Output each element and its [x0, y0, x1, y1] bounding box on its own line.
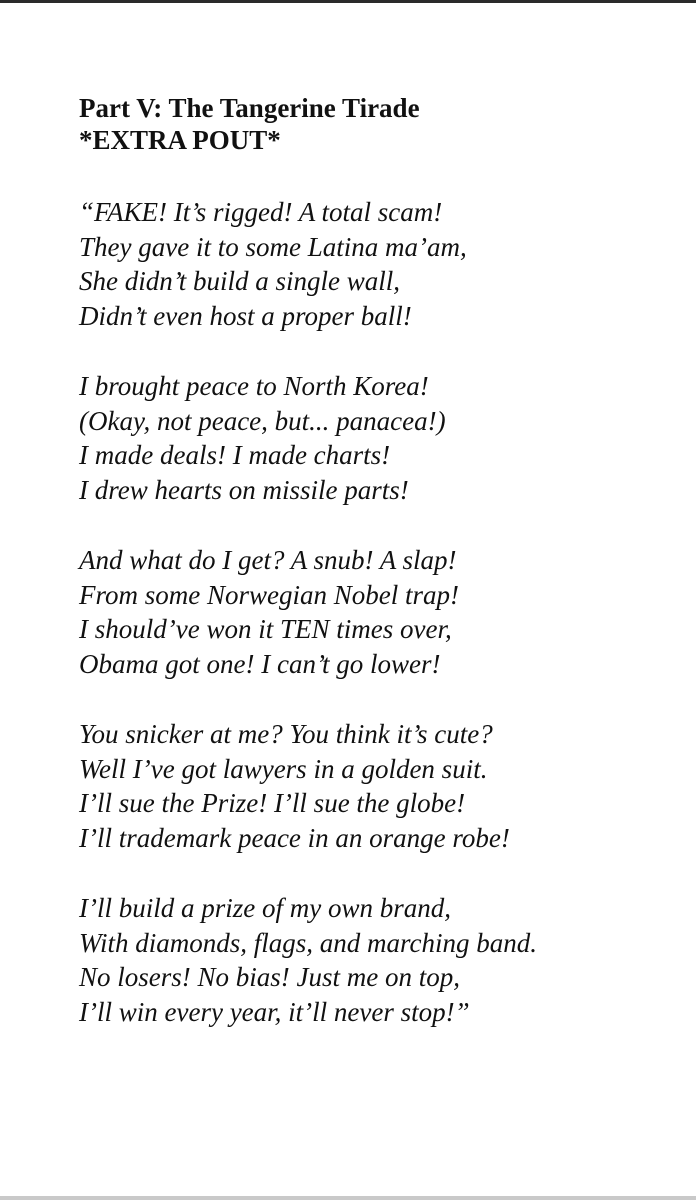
poem-line: With diamonds, flags, and marching band.	[79, 927, 538, 958]
stanza-5	[79, 891, 679, 1029]
poem-line: They gave it to some Latina ma’am,	[79, 231, 467, 262]
poem-line: I’ll win every year, it’ll never stop!”	[79, 996, 470, 1027]
top-divider	[0, 0, 696, 3]
poem-line: Well I’ve got lawyers in a golden suit.	[79, 753, 488, 784]
document-page	[79, 92, 679, 1065]
stanza-4	[79, 717, 679, 855]
stanza-2	[79, 369, 679, 507]
poem-line: I made deals! I made charts!	[79, 440, 391, 470]
poem-line: You snicker at me? You think it’s cute?	[79, 719, 493, 749]
poem-title: Part V: The Tangerine Tirade	[79, 93, 420, 123]
poem-line: I brought peace to North Korea!	[79, 371, 429, 401]
poem-line: I’ll trademark peace in an orange robe!	[79, 822, 510, 853]
poem-line: Didn’t even host a proper ball!	[79, 300, 412, 331]
stanza-3	[79, 543, 679, 681]
poem-line: I should’ve won it TEN times over,	[79, 614, 452, 644]
bottom-divider	[0, 1196, 696, 1200]
poem-line: I’ll build a prize of my own brand,	[79, 893, 451, 923]
poem-line: “FAKE! It’s rigged! A total scam!	[79, 197, 443, 227]
poem-line: From some Norwegian Nobel trap!	[79, 579, 459, 610]
poem-line: I’ll sue the Prize! I’ll sue the globe!	[79, 788, 466, 818]
poem-subtitle: *EXTRA POUT*	[79, 125, 281, 155]
poem-line: I drew hearts on missile parts!	[79, 474, 409, 505]
poem-heading	[79, 92, 679, 156]
poem-line: No losers! No bias! Just me on top,	[79, 962, 460, 992]
poem-line: Obama got one! I can’t go lower!	[79, 648, 441, 679]
poem-line: And what do I get? A snub! A slap!	[79, 545, 457, 575]
poem-body	[79, 195, 679, 1029]
poem-line: (Okay, not peace, but... panacea!)	[79, 405, 446, 436]
stanza-1	[79, 195, 679, 333]
poem-line: She didn’t build a single wall,	[79, 266, 400, 296]
